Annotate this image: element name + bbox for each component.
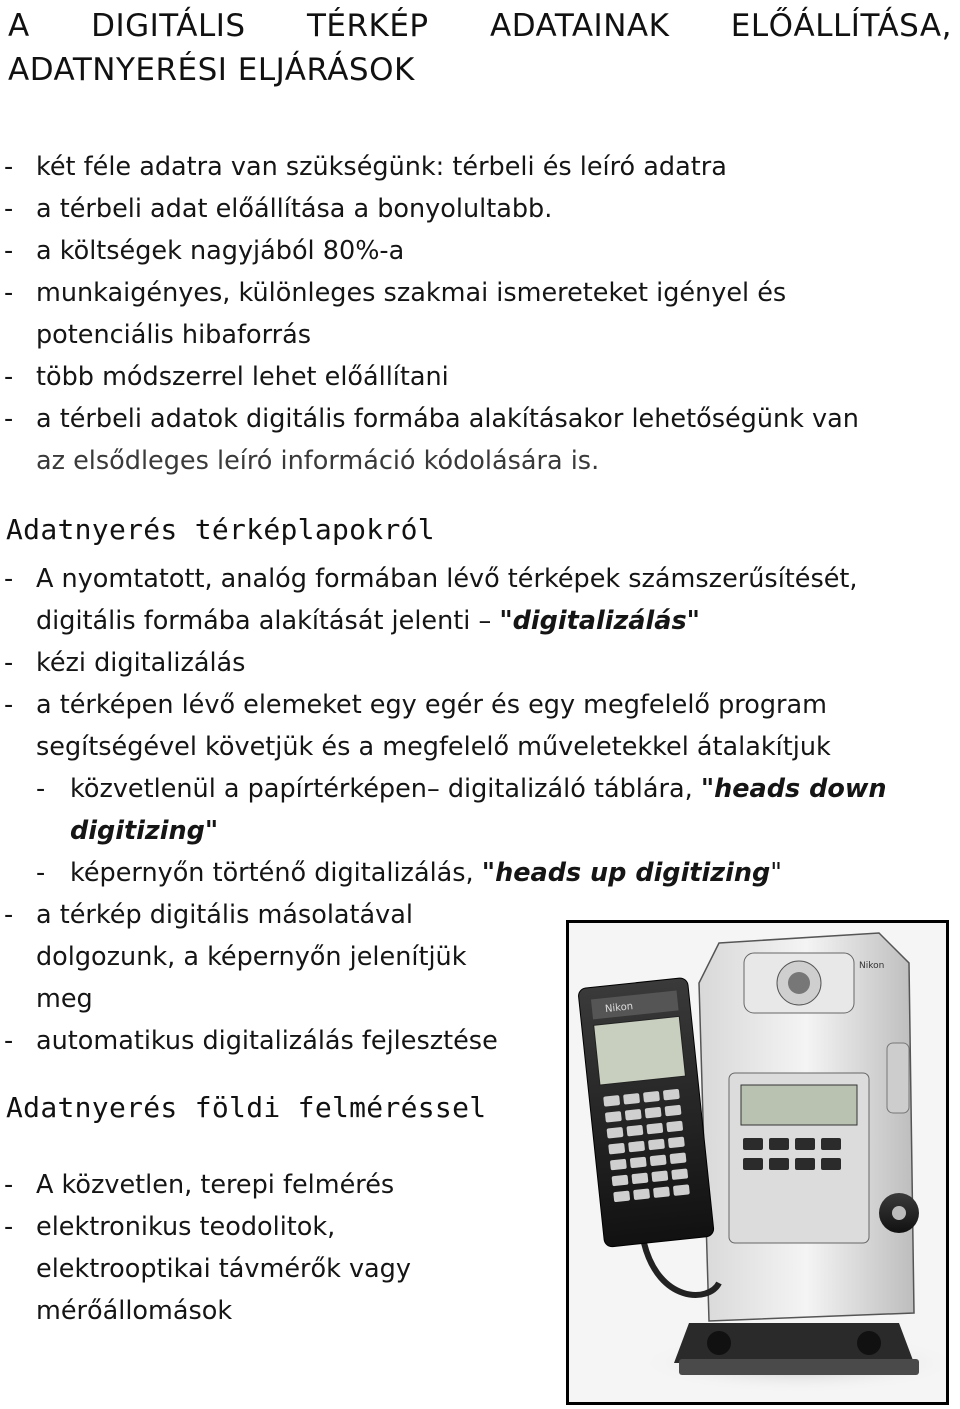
section1-item: - A nyomtatott, analóg formában lévő térképek számszerűsítését, xyxy=(0,558,858,600)
intro-item: - a térbeli adatok digitális formába alakításakor lehetőségünk van xyxy=(0,398,859,440)
bullet-dash: - xyxy=(4,404,14,434)
section1-item-continuation: segítségével követjük és a megfelelő műveletekkel átalakítjuk xyxy=(36,732,831,762)
bullet-dash: - xyxy=(4,900,14,930)
intro-item: - a költségek nagyjából 80%-a xyxy=(0,230,404,272)
intro-item: - több módszerrel lehet előállítani xyxy=(0,356,449,398)
section1-item: - automatikus digitalizálás fejlesztése xyxy=(0,1020,498,1062)
bullet-dash: - xyxy=(4,194,14,224)
intro-item-continuation: az elsődleges leíró információ kódolására is. xyxy=(36,446,600,476)
term-digitalizalas: "digitalizálás" xyxy=(499,606,700,636)
bullet-dash: - xyxy=(4,1170,14,1200)
bullet-dash: - xyxy=(4,278,14,308)
section1-item: - kézi digitalizálás xyxy=(0,642,245,684)
intro-item: - munkaigényes, különleges szakmai ismereteket igényel és xyxy=(0,272,786,314)
section2-item-continuation: elektrooptikai távmérők vagy xyxy=(36,1254,411,1284)
title-line-1: A DIGITÁLIS TÉRKÉP ADATAINAK ELŐÁLLÍTÁSA, xyxy=(8,8,952,44)
section1-item-continuation: digitális formába alakítását jelenti – "digitalizálás" xyxy=(36,606,700,636)
bullet-dash: - xyxy=(4,648,14,678)
intro-item: - a térbeli adat előállítása a bonyolultabb. xyxy=(0,188,552,230)
instrument-brand-label: Nikon xyxy=(859,961,885,971)
bullet-dash: - xyxy=(36,858,46,888)
total-station-photo xyxy=(566,920,949,1405)
title-line-2: ADATNYERÉSI ELJÁRÁSOK xyxy=(8,52,415,88)
section1-item: - a térképen lévő elemeket egy egér és egy megfelelő program xyxy=(0,684,827,726)
intro-item-continuation: potenciális hibaforrás xyxy=(36,320,311,350)
term-heads-up: "heads up digitizing xyxy=(481,858,771,888)
bullet-dash: - xyxy=(4,690,14,720)
bullet-dash: - xyxy=(36,774,46,804)
page-title xyxy=(8,4,952,92)
bullet-dash: - xyxy=(4,152,14,182)
bullet-dash: - xyxy=(4,1212,14,1242)
total-station-icon xyxy=(569,923,946,1402)
section-heading-survey: Adatnyerés földi felméréssel xyxy=(6,1091,487,1124)
bullet-dash: - xyxy=(4,362,14,392)
section1-item: - a térkép digitális másolatával xyxy=(0,894,413,936)
section1-subitem: - képernyőn történő digitalizálás, "heads up digitizing" xyxy=(0,852,782,894)
section1-subitem: - közvetlenül a papírtérképen– digitalizáló táblára, "heads down xyxy=(0,768,887,810)
bullet-dash: - xyxy=(4,236,14,266)
section2-item: - A közvetlen, terepi felmérés xyxy=(0,1164,394,1206)
section1-subitem-continuation xyxy=(0,810,218,852)
section2-item-continuation: mérőállomások xyxy=(36,1296,233,1326)
bullet-dash: - xyxy=(4,1026,14,1056)
bullet-dash: - xyxy=(4,564,14,594)
section1-item-continuation: dolgozunk, a képernyőn jelenítjük xyxy=(36,942,467,972)
term-heads-down-cont: digitizing" xyxy=(70,816,219,846)
term-heads-down: "heads down xyxy=(700,774,887,804)
section-heading-maps: Adatnyerés térképlapokról xyxy=(6,513,435,546)
section1-item-continuation: meg xyxy=(36,984,93,1014)
intro-item: - két féle adatra van szükségünk: térbeli és leíró adatra xyxy=(0,146,727,188)
controller-brand-label: Nikon xyxy=(604,1001,634,1016)
section2-item: - elektronikus teodolitok, xyxy=(0,1206,335,1248)
